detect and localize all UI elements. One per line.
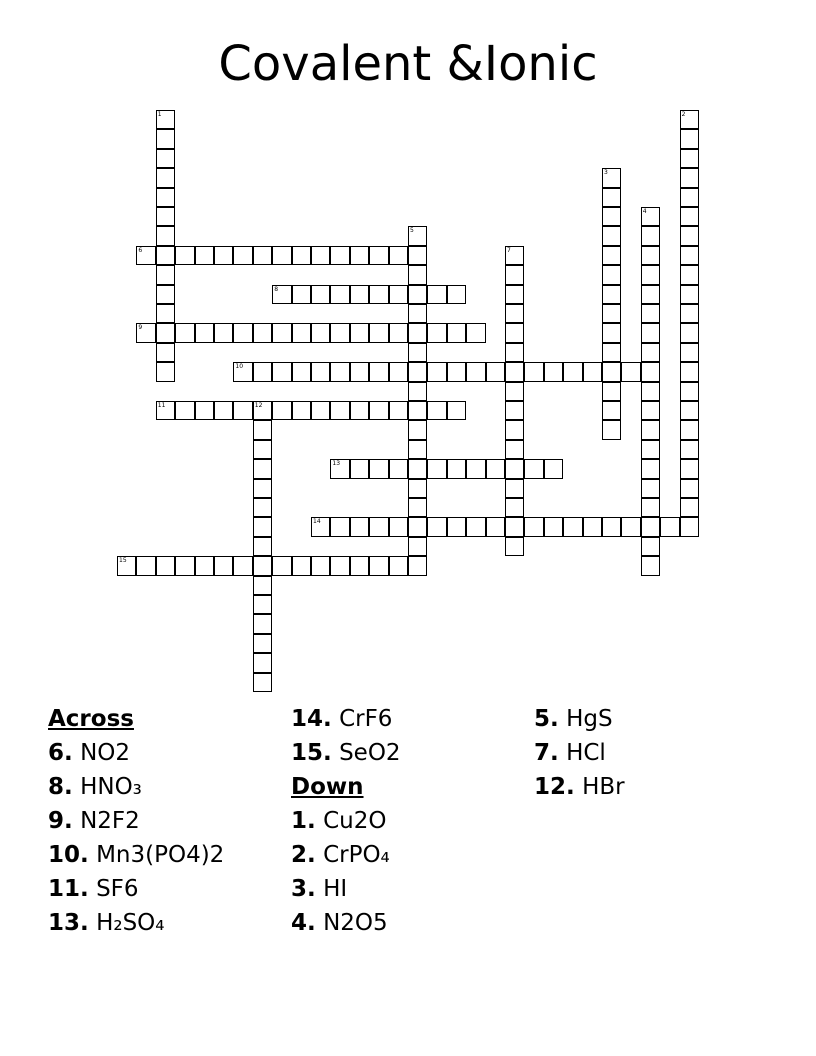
grid-cell[interactable] [660,517,679,536]
grid-cell[interactable] [602,401,621,420]
grid-cell[interactable] [486,517,505,536]
grid-cell[interactable] [330,459,349,478]
grid-cell[interactable] [292,556,311,575]
grid-cell[interactable] [350,246,369,265]
grid-cell[interactable] [389,556,408,575]
grid-cell[interactable] [680,498,699,517]
grid-cell[interactable] [408,323,427,342]
grid-cell[interactable] [156,110,175,129]
clue-number: 6. [48,740,73,766]
cell-number: 3 [604,169,608,177]
grid-cell[interactable] [641,420,660,439]
grid-cell[interactable] [156,265,175,284]
grid-cell[interactable] [253,595,272,614]
grid-cell[interactable] [505,246,524,265]
grid-cell[interactable] [505,323,524,342]
grid-cell[interactable] [253,556,272,575]
grid-cell[interactable] [641,537,660,556]
grid-cell[interactable] [680,168,699,187]
grid-cell[interactable] [408,498,427,517]
grid-cell[interactable] [175,246,194,265]
grid-cell[interactable] [447,401,466,420]
grid-cell[interactable] [602,420,621,439]
grid-cell[interactable] [680,459,699,478]
grid-cell[interactable] [680,362,699,381]
grid-cell[interactable] [641,304,660,323]
grid-cell[interactable] [253,459,272,478]
grid-cell[interactable] [214,323,233,342]
grid-cell[interactable] [641,556,660,575]
grid-cell[interactable] [447,285,466,304]
grid-cell[interactable] [641,265,660,284]
grid-cell[interactable] [505,420,524,439]
clue-number: 3. [291,876,316,902]
grid-cell[interactable] [272,323,291,342]
grid-cell[interactable] [408,343,427,362]
grid-cell[interactable] [311,556,330,575]
grid-cell[interactable] [350,362,369,381]
grid-cell[interactable] [602,343,621,362]
grid-cell[interactable] [350,285,369,304]
grid-cell[interactable] [389,459,408,478]
grid-cell[interactable] [292,246,311,265]
grid-cell[interactable] [505,285,524,304]
grid-cell[interactable] [253,517,272,536]
grid-cell[interactable] [292,323,311,342]
grid-cell[interactable] [408,285,427,304]
grid-cell[interactable] [311,285,330,304]
grid-cell[interactable] [330,517,349,536]
grid-cell[interactable] [563,517,582,536]
cell-number: 7 [507,246,511,254]
grid-cell[interactable] [680,129,699,148]
grid-cell[interactable] [233,323,252,342]
clue-column-3 [534,702,774,804]
grid-cell[interactable] [292,285,311,304]
grid-cell[interactable] [156,343,175,362]
grid-cell[interactable] [175,401,194,420]
clue-text: H₂SO₄ [96,910,165,936]
grid-cell[interactable] [466,517,485,536]
grid-cell[interactable] [156,362,175,381]
grid-cell[interactable] [602,188,621,207]
grid-cell[interactable] [641,401,660,420]
grid-cell[interactable] [680,207,699,226]
grid-cell[interactable] [680,149,699,168]
grid-cell[interactable] [253,673,272,692]
grid-cell[interactable] [389,246,408,265]
clue-number: 5. [534,706,559,732]
grid-cell[interactable] [505,459,524,478]
grid-cell[interactable] [544,362,563,381]
clue-text: Cu2O [323,808,387,834]
grid-cell[interactable] [136,246,155,265]
grid-cell[interactable] [641,517,660,536]
grid-cell[interactable] [641,440,660,459]
grid-cell[interactable] [563,362,582,381]
grid-cell[interactable] [427,459,446,478]
cell-number: 10 [235,363,244,371]
grid-cell[interactable] [583,362,602,381]
grid-cell[interactable] [641,246,660,265]
grid-cell[interactable] [136,556,155,575]
grid-cell[interactable] [505,362,524,381]
grid-cell[interactable] [156,323,175,342]
grid-cell[interactable] [641,479,660,498]
grid-cell[interactable] [369,401,388,420]
grid-cell[interactable] [602,362,621,381]
clue-item [48,804,288,838]
grid-cell[interactable] [602,517,621,536]
clue-column-2 [291,702,531,940]
grid-cell[interactable] [427,517,446,536]
grid-cell[interactable] [641,498,660,517]
grid-cell[interactable] [602,168,621,187]
grid-cell[interactable] [233,401,252,420]
grid-cell[interactable] [156,226,175,245]
grid-cell[interactable] [680,285,699,304]
grid-cell[interactable] [330,285,349,304]
grid-cell[interactable] [330,556,349,575]
clue-item [291,804,531,838]
grid-cell[interactable] [214,246,233,265]
clue-column-1 [48,702,288,940]
clue-number: 14. [291,706,332,732]
grid-cell[interactable] [641,343,660,362]
grid-cell[interactable] [389,401,408,420]
grid-cell[interactable] [156,168,175,187]
grid-cell[interactable] [408,226,427,245]
grid-cell[interactable] [156,129,175,148]
cell-number: 4 [642,208,647,215]
grid-cell[interactable] [175,323,194,342]
grid-cell[interactable] [641,459,660,478]
grid-cell[interactable] [680,188,699,207]
puzzle-title: Covalent &Ionic [218,36,598,92]
grid-cell[interactable] [602,226,621,245]
grid-cell[interactable] [195,246,214,265]
grid-cell[interactable] [505,304,524,323]
grid-cell[interactable] [253,614,272,633]
grid-cell[interactable] [408,556,427,575]
clue-item [534,702,774,736]
clue-number: 15. [291,740,332,766]
grid-cell[interactable] [641,207,660,226]
grid-cell[interactable] [641,226,660,245]
clue-number: 10. [48,842,89,868]
cell-number: 15 [119,557,127,565]
grid-cell[interactable] [233,556,252,575]
grid-cell[interactable] [156,401,175,420]
grid-cell[interactable] [621,362,640,381]
grid-cell[interactable] [330,323,349,342]
grid-cell[interactable] [602,246,621,265]
grid-cell[interactable] [156,285,175,304]
clue-item [48,736,288,770]
grid-cell[interactable] [195,401,214,420]
grid-cell[interactable] [272,246,291,265]
grid-cell[interactable] [602,304,621,323]
clue-number: 7. [534,740,559,766]
grid-cell[interactable] [350,401,369,420]
grid-cell[interactable] [408,382,427,401]
grid-cell[interactable] [583,517,602,536]
grid-cell[interactable] [680,420,699,439]
grid-cell[interactable] [621,517,640,536]
grid-cell[interactable] [505,517,524,536]
grid-cell[interactable] [408,362,427,381]
grid-cell[interactable] [680,304,699,323]
grid-cell[interactable] [602,323,621,342]
grid-cell[interactable] [447,517,466,536]
grid-cell[interactable] [233,246,252,265]
grid-cell[interactable] [408,304,427,323]
cell-number: 11 [157,402,166,409]
cell-number: 1 [157,111,162,118]
cell-number: 2 [681,111,686,118]
grid-cell[interactable] [311,246,330,265]
grid-cell[interactable] [447,459,466,478]
grid-cell[interactable] [253,246,272,265]
clue-text: HgS [566,706,613,732]
grid-cell[interactable] [505,343,524,362]
grid-cell[interactable] [156,149,175,168]
grid-cell[interactable] [466,323,485,342]
grid-cell[interactable] [466,362,485,381]
grid-cell[interactable] [447,362,466,381]
grid-cell[interactable] [311,323,330,342]
clue-text: HI [323,876,348,902]
grid-cell[interactable] [680,226,699,245]
clue-item [291,838,531,872]
grid-cell[interactable] [253,634,272,653]
grid-cell[interactable] [369,556,388,575]
grid-cell[interactable] [272,362,291,381]
clue-text: SeO2 [339,740,401,766]
grid-cell[interactable] [311,517,330,536]
grid-cell[interactable] [408,246,427,265]
grid-cell[interactable] [253,420,272,439]
grid-cell[interactable] [505,537,524,556]
grid-cell[interactable] [233,362,252,381]
cell-number: 6 [138,246,143,254]
grid-cell[interactable] [680,382,699,401]
grid-cell[interactable] [292,362,311,381]
grid-cell[interactable] [524,362,543,381]
grid-cell[interactable] [272,285,291,304]
grid-cell[interactable] [602,207,621,226]
grid-cell[interactable] [195,323,214,342]
grid-cell[interactable] [175,556,194,575]
grid-cell[interactable] [408,517,427,536]
grid-cell[interactable] [680,479,699,498]
grid-cell[interactable] [156,207,175,226]
grid-cell[interactable] [311,362,330,381]
grid-cell[interactable] [408,537,427,556]
grid-cell[interactable] [253,440,272,459]
grid-cell[interactable] [505,479,524,498]
down-heading: Down [291,774,364,800]
clue-number: 4. [291,910,316,936]
grid-cell[interactable] [680,265,699,284]
grid-cell[interactable] [641,382,660,401]
grid-cell[interactable] [544,517,563,536]
grid-cell[interactable] [369,323,388,342]
grid-cell[interactable] [369,459,388,478]
grid-cell[interactable] [486,459,505,478]
grid-cell[interactable] [156,246,175,265]
cell-number: 9 [138,324,143,332]
grid-cell[interactable] [292,401,311,420]
grid-cell[interactable] [350,323,369,342]
grid-cell[interactable] [156,188,175,207]
grid-cell[interactable] [330,362,349,381]
grid-cell[interactable] [369,285,388,304]
clue-number: 1. [291,808,316,834]
grid-cell[interactable] [408,265,427,284]
grid-cell[interactable] [330,246,349,265]
grid-cell[interactable] [253,323,272,342]
cell-number: 12 [254,402,263,409]
grid-cell[interactable] [253,576,272,595]
grid-cell[interactable] [408,401,427,420]
grid-cell[interactable] [311,401,330,420]
grid-cell[interactable] [253,479,272,498]
clue-number: 2. [291,842,316,868]
grid-cell[interactable] [466,459,485,478]
clue-number: 9. [48,808,73,834]
clue-number: 12. [534,774,575,800]
across-heading: Across [48,706,134,732]
grid-cell[interactable] [408,479,427,498]
clue-text: CrF6 [339,706,393,732]
grid-cell[interactable] [253,362,272,381]
grid-cell[interactable] [389,323,408,342]
grid-cell[interactable] [253,401,272,420]
clue-item [48,770,288,804]
grid-cell[interactable] [427,362,446,381]
clue-number: 13. [48,910,89,936]
clue-text: SF6 [96,876,139,902]
cell-number: 8 [274,285,279,293]
grid-cell[interactable] [214,556,233,575]
grid-cell[interactable] [641,323,660,342]
grid-cell[interactable] [544,459,563,478]
clue-number: 11. [48,876,89,902]
grid-cell[interactable] [427,285,446,304]
grid-cell[interactable] [369,246,388,265]
clue-number: 8. [48,774,73,800]
grid-cell[interactable] [505,265,524,284]
grid-cell[interactable] [389,362,408,381]
clue-item [291,736,531,770]
grid-cell[interactable] [195,556,214,575]
grid-cell[interactable] [505,382,524,401]
grid-cell[interactable] [156,556,175,575]
grid-cell[interactable] [505,401,524,420]
grid-cell[interactable] [447,323,466,342]
cell-number: 5 [410,227,414,235]
clue-item [534,736,774,770]
grid-cell[interactable] [214,401,233,420]
grid-cell[interactable] [408,459,427,478]
clue-item [291,906,531,940]
clue-text: N2O5 [323,910,388,936]
grid-cell[interactable] [408,420,427,439]
grid-cell[interactable] [117,556,136,575]
grid-cell[interactable] [389,517,408,536]
grid-cell[interactable] [350,459,369,478]
grid-cell[interactable] [427,401,446,420]
grid-cell[interactable] [524,459,543,478]
grid-cell[interactable] [369,362,388,381]
clue-item [291,872,531,906]
clue-text: HCl [566,740,606,766]
grid-cell[interactable] [369,517,388,536]
grid-cell[interactable] [680,110,699,129]
grid-cell[interactable] [602,285,621,304]
grid-cell[interactable] [680,246,699,265]
grid-cell[interactable] [680,343,699,362]
clue-text: NO2 [80,740,131,766]
grid-cell[interactable] [253,498,272,517]
grid-cell[interactable] [641,362,660,381]
grid-cell[interactable] [253,537,272,556]
grid-cell[interactable] [680,517,699,536]
grid-cell[interactable] [253,653,272,672]
grid-cell[interactable] [680,401,699,420]
grid-cell[interactable] [505,498,524,517]
grid-cell[interactable] [272,401,291,420]
grid-cell[interactable] [602,382,621,401]
grid-cell[interactable] [524,517,543,536]
grid-cell[interactable] [680,323,699,342]
grid-cell[interactable] [641,285,660,304]
clue-item [48,906,288,940]
clue-text: HBr [582,774,625,800]
grid-cell[interactable] [389,285,408,304]
grid-cell[interactable] [505,440,524,459]
cell-number: 13 [332,460,341,468]
grid-cell[interactable] [680,440,699,459]
clue-item [534,770,774,804]
grid-cell[interactable] [350,556,369,575]
grid-cell[interactable] [486,362,505,381]
clue-item [48,838,288,872]
grid-cell[interactable] [330,401,349,420]
grid-cell[interactable] [156,304,175,323]
grid-cell[interactable] [427,323,446,342]
grid-cell[interactable] [408,440,427,459]
clue-text: CrPO₄ [323,842,390,868]
clue-text: HNO₃ [80,774,142,800]
grid-cell[interactable] [136,323,155,342]
clue-text: N2F2 [80,808,140,834]
grid-cell[interactable] [602,265,621,284]
clue-item [48,872,288,906]
grid-cell[interactable] [350,517,369,536]
clue-item [291,702,531,736]
grid-cell[interactable] [272,556,291,575]
clue-text: Mn3(PO4)2 [96,842,225,868]
cell-number: 14 [313,518,321,526]
